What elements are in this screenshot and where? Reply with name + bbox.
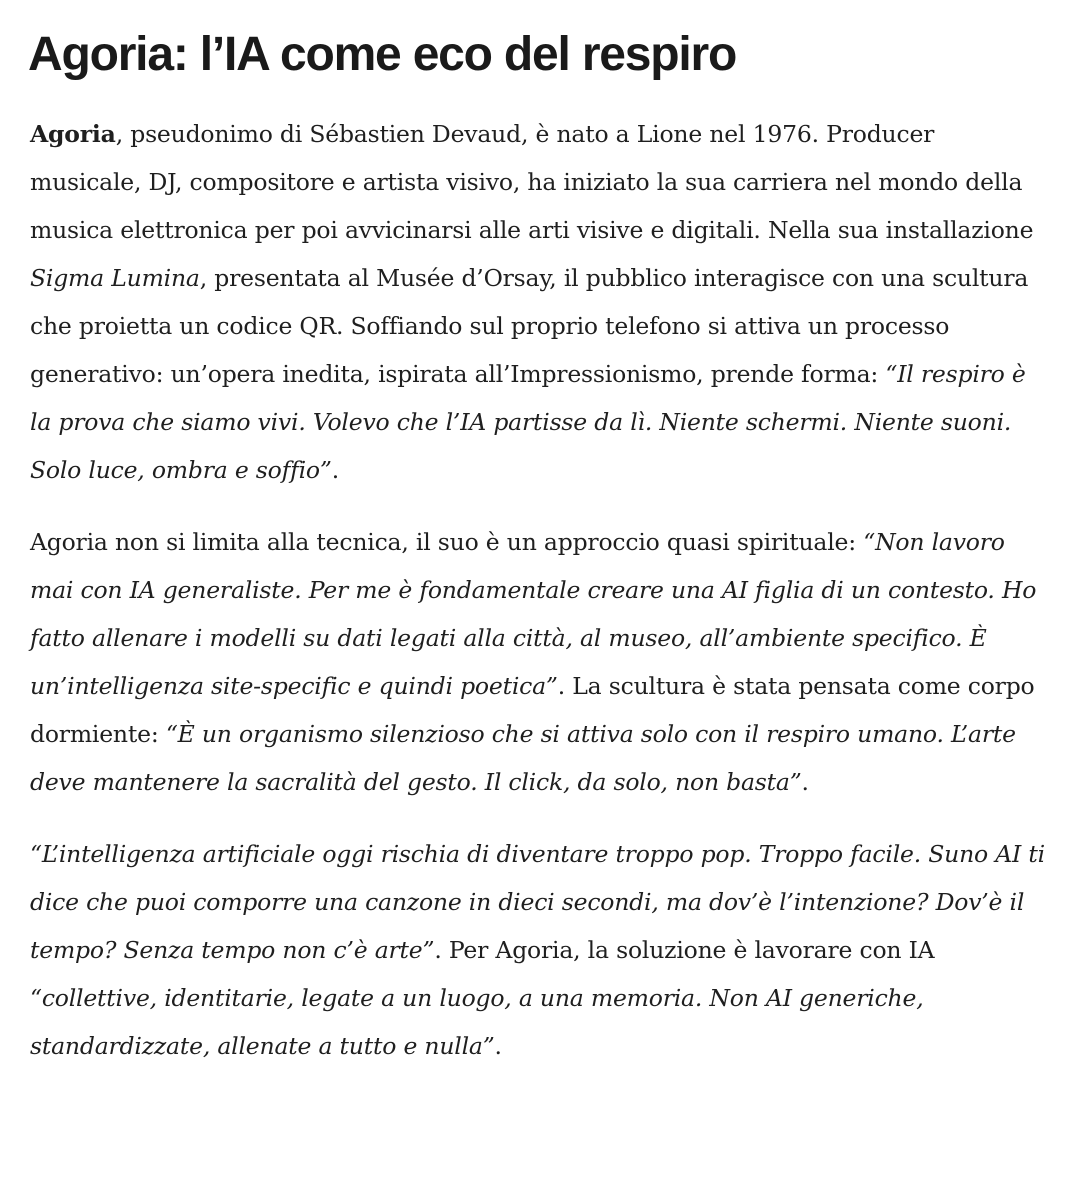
article-paragraph-2 bbox=[30, 518, 1050, 806]
sentence-end: . bbox=[801, 768, 809, 796]
sentence-end: . bbox=[331, 456, 339, 484]
artist-quote: “Non lavoro mai con IA generaliste. Per me è fondamentale creare una AI figlia di un contesto. Ho fatto allenare i modelli su dati legati alla città, al museo, all’ambiente specifico. È un’intelligenza site-specific e quindi poetica” bbox=[30, 528, 1037, 700]
artist-quote: “È un organismo silenzioso che si attiva solo con il respiro umano. L’arte deve mantenere la sacralità del gesto. Il click, da solo, non basta” bbox=[30, 720, 1016, 796]
article-paragraph-1 bbox=[30, 110, 1050, 494]
intro-text: Agoria non si limita alla tecnica, il suo è un approccio quasi spirituale: bbox=[30, 528, 864, 556]
middle-text: . Per Agoria, la soluzione è lavorare con IA bbox=[434, 936, 935, 964]
sentence-end: . bbox=[494, 1032, 502, 1060]
article-paragraph-3 bbox=[30, 830, 1050, 1070]
intro-text: , pseudonimo di Sébastien Devaud, è nato a Lione nel 1976. Producer musicale, DJ, compositore e artista visivo, ha iniziato la sua carriera nel mondo della musica elettronica per poi avvicinarsi alle arti visive e digitali. Nella sua installazione bbox=[30, 120, 1034, 244]
middle-text: . La scultura è stata pensata come corpo dormiente: bbox=[30, 672, 1035, 748]
installation-name: Sigma Lumina bbox=[30, 264, 200, 292]
artist-quote: “Il respiro è la prova che siamo vivi. Volevo che l’IA partisse da lì. Niente schermi. Niente suoni. Solo luce, ombra e soffio” bbox=[30, 360, 1026, 484]
description-text: , presentata al Musée d’Orsay, il pubblico interagisce con una scultura che proietta un codice QR. Soffiando sul proprio telefono si attiva un processo generativo: un’opera inedita, ispirata all’Impressionismo, prende forma: bbox=[30, 264, 1029, 388]
artist-quote: “collettive, identitarie, legate a un luogo, a una memoria. Non AI generiche, standardizzate, allenate a tutto e nulla” bbox=[30, 984, 924, 1060]
article bbox=[30, 26, 1050, 1070]
article-title: Agoria: l’IA come eco del respiro bbox=[28, 28, 737, 81]
author-name: Agoria bbox=[30, 120, 116, 148]
artist-quote: “L’intelligenza artificiale oggi rischia di diventare troppo pop. Troppo facile. Suno AI ti dice che puoi comporre una canzone in dieci secondi, ma dov’è l’intenzione? Dov’è il tempo? Senza tempo non c’è arte” bbox=[30, 840, 1045, 964]
